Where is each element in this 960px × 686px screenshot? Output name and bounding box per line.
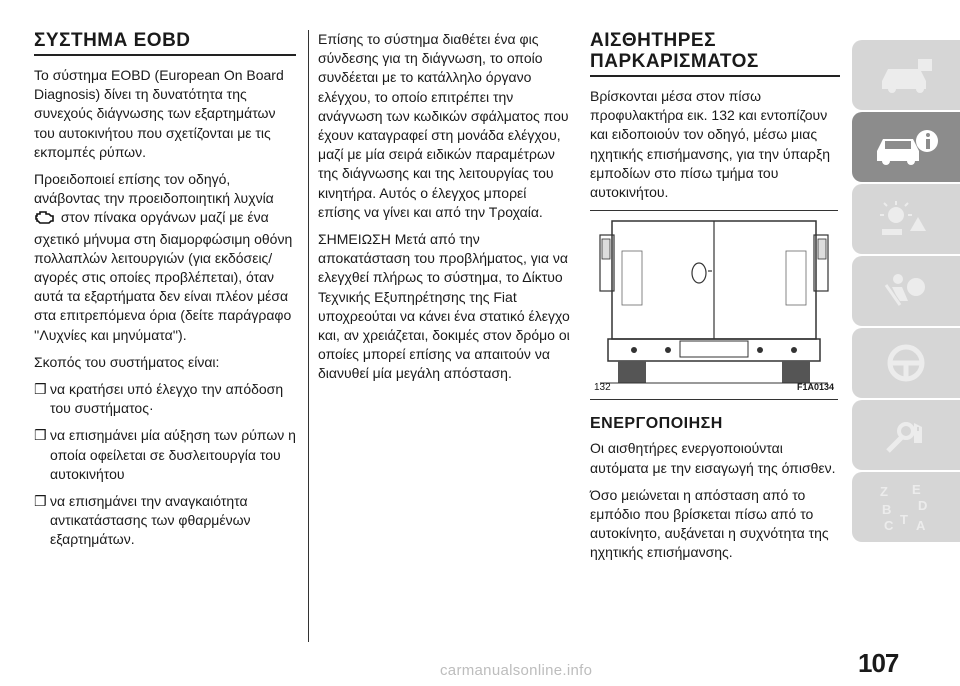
chapter-tabs	[852, 40, 960, 544]
tab-car-dashboard[interactable]	[852, 40, 960, 110]
section-title-parking-sensors	[590, 30, 840, 77]
column-parking-sensors	[590, 30, 840, 571]
checkbox-bullet-icon: ❒	[34, 427, 47, 444]
title-line: ΑΙΣΘΗΤΗΡΕΣ	[590, 30, 716, 51]
paragraph-warning-light	[34, 170, 296, 345]
list-item-text: να κρατήσει υπό έλεγχο την απόδοση του συστήματος·	[50, 381, 284, 417]
steering-wheel-icon	[874, 341, 938, 385]
index-letter: D	[918, 498, 928, 513]
column-eobd	[34, 30, 296, 558]
column-divider	[308, 30, 309, 642]
list-item	[34, 380, 296, 418]
tab-maintenance[interactable]	[852, 400, 960, 470]
list-item	[34, 492, 296, 550]
page-number: 107	[858, 648, 899, 678]
van-rear-illustration	[590, 211, 838, 399]
engine-warning-icon	[34, 210, 54, 229]
paragraph: Οι αισθητήρες ενεργοποιούνται αυτόματα με την εισαγωγή της όπισθεν.	[590, 440, 836, 476]
watermark: carmanualsonline.info	[440, 662, 593, 679]
paragraph: Το σύστημα EOBD (European On Board Diagnosis) δίνει τη δυνατότητα της συνεχούς διάγνωσης των εξαρτημάτων του αυτοκινήτου που σχετίζονται με τις εκπομπές ρύπων.	[34, 67, 284, 160]
paragraph: Βρίσκονται μέσα στον πίσω προφυλακτήρα εικ. 132 και εντοπίζουν και ειδοποιούν τον οδηγό, μέσω μιας ηχητικής επισήμανσης, για την ύπαρξη εμποδίων στο πίσω τμήμα του αυτοκινήτου.	[590, 88, 831, 201]
maintenance-icon	[874, 413, 938, 457]
car-dashboard-icon	[874, 53, 938, 97]
tab-airbag-safety[interactable]	[852, 256, 960, 326]
tab-alphabetical-index[interactable]	[852, 472, 960, 542]
index-letter: T	[900, 512, 908, 527]
paragraph-text: στον πίνακα οργάνων μαζί με ένα σχετικό μήνυμα στη διαμορφώσιμη οθόνη πολλαπλών λειτουργιών (για εκδόσεις/αγορές στις οποίες προβλέπεται), όταν αυτά τα εξαρτήματα δεν είναι πλέον μέσα στα επιτρεπόμενα όρια (δείτε παράγραφο ''Λυχνίες και μηνύματα'').	[34, 209, 293, 343]
alphabetical-index-icon	[874, 480, 938, 534]
index-letter: E	[912, 482, 921, 497]
index-letter: C	[884, 518, 894, 533]
paragraph-note: ΣΗΜΕΙΩΣΗ Μετά από την αποκατάσταση του προβλήματος, για να ελεγχθεί πλήρως το σύστημα, το Δίκτυο Τεχνικής Εξυπηρέτησης της Fiat υποχρεούται να κάνει ένα στατικό έλεγχο και, αν χρειάζεται, δοκιμές στον δρόμο οι οποίες μπορεί επίσης να απαιτούν να διανυθεί μία μεγάλη απόσταση.	[318, 231, 570, 382]
figure-rear-bumper	[590, 210, 838, 400]
figure-number: 132	[594, 382, 611, 394]
paragraph: Επίσης το σύστημα διαθέτει ένα φις σύνδεσης για τη διάγνωση, το οποίο συνδέεται με το κατάλληλο όργανο ελέγχου, το οποίο επιτρέπει την ανάγνωση των κωδικών σφάλματος που έχουν καταγραφεί στη μονάδα ελέγχου, μαζί με μία σειρά ειδικών παραμέτρων της διάγνωσης και της λειτουργίας του κινητήρα. Αυτός ο έλεγχος μπορεί επίσης να γίνει και από την Τροχαία.	[318, 31, 569, 220]
warning-lights-icon	[874, 197, 938, 241]
car-info-icon	[871, 125, 941, 169]
column-diagnosis	[318, 30, 570, 392]
tab-car-info[interactable]	[852, 112, 960, 182]
list-item-text: να επισημάνει την αναγκαιότητα αντικατάστασης των φθαρμένων εξαρτημάτων.	[50, 493, 251, 548]
subsection-title-activation: ΕΝΕΡΓΟΠΟΙΗΣΗ	[590, 415, 723, 433]
index-letter: Z	[880, 484, 888, 499]
tab-steering-wheel[interactable]	[852, 328, 960, 398]
title-line: ΠΑΡΚΑΡΙΣΜΑΤΟΣ	[590, 51, 759, 72]
section-title-eobd: ΣΥΣΤΗΜΑ EOBD	[34, 30, 296, 56]
checkbox-bullet-icon: ❒	[34, 381, 47, 398]
list-item-text: να επισημάνει μία αύξηση των ρύπων η οποία οφείλεται σε δυσλειτουργία του αυτοκινήτου	[50, 427, 296, 482]
paragraph-text: Προειδοποιεί επίσης τον οδηγό, ανάβοντας την προειδοποιητική λυχνία	[34, 171, 274, 207]
figure-code: F1A0134	[796, 382, 834, 393]
checkbox-bullet-icon: ❒	[34, 493, 47, 510]
list-item	[34, 426, 296, 484]
paragraph: Σκοπός του συστήματος είναι:	[34, 353, 220, 370]
index-letter: A	[916, 518, 926, 533]
index-letter: B	[882, 502, 892, 517]
tab-warning-lights[interactable]	[852, 184, 960, 254]
paragraph: Όσο μειώνεται η απόσταση από το εμπόδιο που βρίσκεται πίσω από το αυτοκίνητο, αυξάνεται η συχνότητα της ηχητικής επισήμανσης.	[590, 486, 829, 561]
airbag-safety-icon	[874, 269, 938, 313]
